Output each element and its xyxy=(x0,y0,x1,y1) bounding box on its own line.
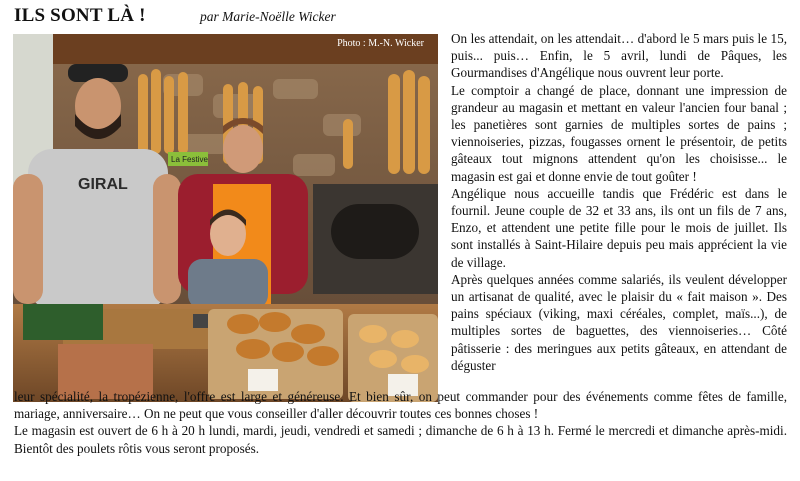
sign-text: La Festive xyxy=(171,155,208,164)
article-bottom-text xyxy=(14,388,787,457)
bakery-photo xyxy=(13,34,438,402)
article-column xyxy=(451,30,787,374)
paragraph: Le comptoir a changé de place, donnant une impression de grandeur au magasin et mettant en valeur l'ancien four banal ; les panetières sont garnies de multiples sortes de pains ; viennoiseries, pizzas, fougasses ornent le présentoir, de petits gâteaux tout mignons attendent qu'on les choisisse... le magasin est gai et donne envie de tout goûter ! xyxy=(451,82,787,184)
article-title: ILS SONT LÀ ! xyxy=(14,5,146,26)
paragraph: Angélique nous accueille tandis que Frédéric est dans le fournil. Jeune couple de 32 et 33 ans, ils ont un fils de 7 ans, Enzo, et attendent une petite fille pour le mois de juillet. Ils sont installés à Saint-Hilaire depuis peu mais apprécient la vie de village. xyxy=(451,185,787,270)
paragraph: Après quelques années comme salariés, ils veulent développer un artisanat de qualité, avec le plaisir du « fait maison ». Des pains spéciaux (viking, maxi céréales, complet, maïs...), de multiples sortes de baguettes, des viennoiseries… Côté pâtisserie : des meringues aux petits gâteaux, en attendant de déguster xyxy=(451,271,787,373)
bakery-photo-illustration xyxy=(13,34,438,402)
paragraph: leur spécialité, la tropézienne, l'offre est large et généreuse. Et bien sûr, on peut commander pour des événements comme fêtes de famille, mariage, anniversaire… On ne peut que vous conseiller d'aller découvrir toutes ces bonnes choses ! xyxy=(14,389,787,422)
paragraph: Le magasin est ouvert de 6 h à 20 h lundi, mardi, jeudi, vendredi et samedi ; dimanche de 6 h à 13 h. Fermé le mercredi et dimanche après-midi. Bientôt des poulets rôtis vous seront proposés. xyxy=(14,423,787,456)
tshirt-text: GIRAL xyxy=(78,176,128,193)
photo-credit: Photo : M.-N. Wicker xyxy=(337,38,424,49)
paragraph: On les attendait, on les attendait… d'abord le 5 mars puis le 15, puis... puis… Enfin, le 5 avril, lundi de Pâques, les Gourmandises d'Angélique nous ouvrent leur porte. xyxy=(451,31,787,81)
article-byline: par Marie-Noëlle Wicker xyxy=(200,9,336,24)
